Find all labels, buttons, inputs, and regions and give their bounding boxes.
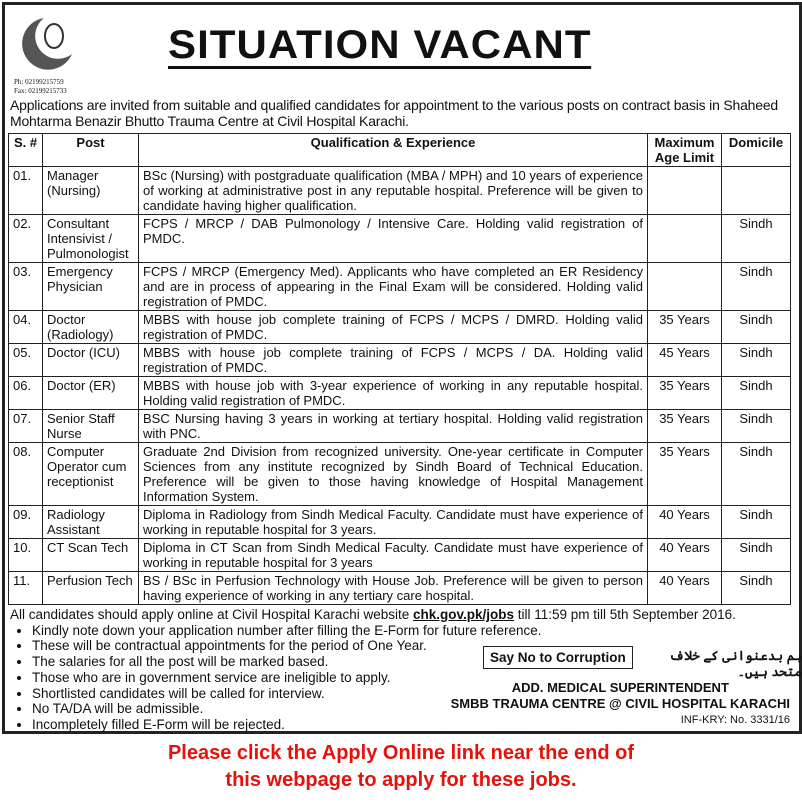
table-row [9,539,791,572]
condition-item: • No TA/DA will be admissible. [32,701,736,717]
sn-cell: 09. [9,506,43,539]
domicile-cell: Sindh [722,311,791,344]
post-cell: Computer Operator cum receptionist [43,443,139,506]
qualification-cell: Diploma in CT Scan from Sindh Medical Faculty. Candidate must have experience of working in reputable hospital for 3 years [139,539,648,572]
intro-text: Applications are invited from suitable and qualified candidates for appointment to the various posts on contract basis in Shaheed Mohtarma Benazir Bhutto Trauma Centre at Civil Hospital Karachi. [10,97,779,129]
sn-cell: 10. [9,539,43,572]
table-row [9,506,791,539]
header-qualification: Qualification & Experience [139,134,648,167]
header-sn: S. # [9,134,43,167]
ad-reference: INF-KRY: No. 3331/16 [680,714,790,726]
table-row [9,311,791,344]
post-cell: CT Scan Tech [43,539,139,572]
page-title: SITUATION VACANT [168,23,592,67]
sn-cell: 08. [9,443,43,506]
signature-block [451,680,790,712]
condition-item: • Incompletely filled E-Form will be rejected. [32,717,736,733]
contact-info [14,78,67,96]
qualification-cell: BSC Nursing having 3 years in working at tertiary hospital. Holding valid registration with PNC. [139,410,648,443]
domicile-cell: Sindh [722,377,791,410]
conditions-list [10,623,736,733]
domicile-cell: Sindh [722,263,791,311]
condition-item: • Shortlisted candidates will be called for interview. [32,686,736,702]
age-cell: 40 Years [648,506,722,539]
post-cell: Consultant Intensivist / Pulmonologist [43,215,139,263]
table-row [9,410,791,443]
table-row [9,344,791,377]
post-cell: Doctor (Radiology) [43,311,139,344]
jobs-link[interactable]: chk.gov.pk/jobs [412,607,515,622]
sn-cell: 05. [9,344,43,377]
qualification-cell: BSc (Nursing) with postgraduate qualification (MBA / MPH) and 10 years of experience of working at administrative post in any reputable hospital. Preference will be given to candidate having higher qualification. [139,167,648,215]
qualification-cell: Diploma in Radiology from Sindh Medical Faculty. Candidate must have experience of working in reputable hospital for 3 years. [139,506,648,539]
condition-item: • Those who are in government service are ineligible to apply. [32,670,736,686]
domicile-cell [722,167,791,215]
qualification-cell: FCPS / MRCP (Emergency Med). Applicants who have completed an ER Residency and are in process of appearing in the Final Exam will be considered. Holding valid registration of PMDC. [139,263,648,311]
apply-note-line2: this webpage to apply for these jobs. [225,769,577,791]
age-cell: 35 Years [648,443,722,506]
qualification-cell: MBBS with house job complete training of FCPS / MCPS / DMRD. Holding valid registration of PMDC. [139,311,648,344]
signatory-title: ADD. MEDICAL SUPERINTENDENT [511,680,729,695]
sn-cell: 04. [9,311,43,344]
sn-cell: 03. [9,263,43,311]
instructions [10,607,736,733]
qualification-cell: FCPS / MRCP / DAB Pulmonology / Intensive Care. Holding valid registration of PMDC. [139,215,648,263]
qualification-cell: Graduate 2nd Division from recognized university. One-year certificate in Computer Sciences from any institute recognized by Sindh Board of Technical Education. Preference will be given to those having knowledge of Hospital Management Information System. [139,443,648,506]
table-row [9,263,791,311]
age-cell: 35 Years [648,311,722,344]
age-cell [648,263,722,311]
apply-deadline: till 11:59 pm till 5th September 2016. [514,607,736,622]
table-row [9,215,791,263]
post-cell: Radiology Assistant [43,506,139,539]
age-cell: 40 Years [648,572,722,605]
age-cell [648,215,722,263]
urdu-slogan: ہم بدعنوانی کے خلاف متحد ہیں۔ [669,648,802,679]
condition-item: • Kindly note down your application number after filling the E-Form for future reference. [32,623,736,639]
age-cell: 35 Years [648,410,722,443]
apply-instruction [10,607,736,623]
header-age: Maximum Age Limit [648,134,722,167]
domicile-cell: Sindh [722,215,791,263]
sn-cell: 06. [9,377,43,410]
table-row [9,167,791,215]
domicile-cell: Sindh [722,410,791,443]
age-cell: 45 Years [648,344,722,377]
table-row [9,572,791,605]
sn-cell: 07. [9,410,43,443]
apply-text: All candidates should apply online at Civil Hospital Karachi website [10,607,413,622]
post-cell: Perfusion Tech [43,572,139,605]
corruption-badge: Say No to Corruption [483,646,633,669]
phone: Ph: 02199215759 [14,78,64,86]
post-cell: Manager (Nursing) [43,167,139,215]
sn-cell: 02. [9,215,43,263]
domicile-cell: Sindh [722,572,791,605]
sn-cell: 11. [9,572,43,605]
domicile-cell: Sindh [722,344,791,377]
qualification-cell: MBBS with house job complete training of FCPS / MCPS / DA. Holding valid registration of PMDC. [139,344,648,377]
sn-cell: 01. [9,167,43,215]
domicile-cell: Sindh [722,539,791,572]
post-cell: Doctor (ER) [43,377,139,410]
age-cell: 35 Years [648,377,722,410]
table-row [9,443,791,506]
apply-note-line1: Please click the Apply Online link near the end of [167,742,635,764]
signatory-org: SMBB TRAUMA CENTRE @ CIVIL HOSPITAL KARACHI [450,696,790,711]
post-cell: Doctor (ICU) [43,344,139,377]
qualification-cell: BS / BSc in Perfusion Technology with House Job. Preference will be given to person having experience of working in any tertiary care hospital. [139,572,648,605]
condition-item: • The salaries for all the post will be marked based. [32,654,736,670]
vacancies-table [8,133,791,605]
post-cell: Emergency Physician [43,263,139,311]
condition-item: • These will be contractual appointments for the period of One Year. [32,638,736,654]
fax: Fax: 02199215733 [14,87,67,95]
post-cell: Senior Staff Nurse [43,410,139,443]
table-row [9,377,791,410]
header-post: Post [43,134,139,167]
age-cell: 40 Years [648,539,722,572]
header-domicile: Domicile [722,134,791,167]
hospital-logo-icon [14,14,74,74]
qualification-cell: MBBS with house job with 3-year experience of working in any reputable hospital. Holding valid registration of PMDC. [139,377,648,410]
apply-note [0,740,802,794]
age-cell [648,167,722,215]
domicile-cell: Sindh [722,506,791,539]
domicile-cell: Sindh [722,443,791,506]
